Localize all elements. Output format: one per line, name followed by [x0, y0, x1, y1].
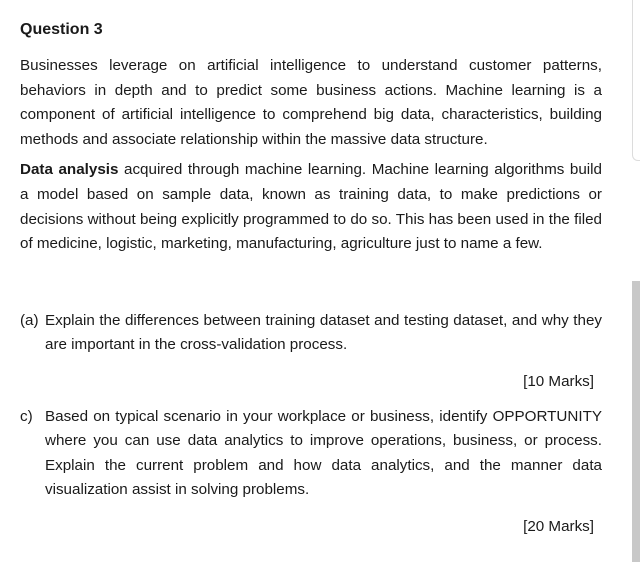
part-c-label: c) [20, 407, 33, 425]
page-edge-shadow [632, 0, 640, 161]
part-a-text: Explain the differences between training dataset and testing dataset, and why they are important in the cross-validation process. [45, 311, 602, 354]
part-a-label: (a) [20, 311, 39, 329]
part-a-marks: [10 Marks] [523, 372, 594, 390]
part-c [20, 405, 602, 503]
data-analysis-paragraph [20, 158, 602, 256]
part-c-marks: [20 Marks] [523, 517, 594, 535]
spacer [20, 263, 602, 309]
data-analysis-term: Data analysis [20, 161, 119, 179]
data-analysis-text: acquired through machine learning. Machine learning algorithms build a model based on sample data, known as training data, to make predictions or decisions without being explicitly programmed to do so. This has been used in the filed of medicine, logistic, marketing, manufacturing, agriculture just to name a few. [20, 161, 602, 253]
part-c-text: Based on typical scenario in your workplace or business, identify OPPORTUNITY where you can use data analytics to improve operations, business, or process. Explain the current problem and how data analytics, and the manner data visualization assist in solving problems. [45, 407, 602, 499]
intro-paragraph: Businesses leverage on artificial intelligence to understand customer patterns, behaviors in depth and to predict some business actions. Machine learning is a component of artificial intelligence to comprehend big data, characteristics, building methods and associate relationship within the massive data structure. [20, 57, 602, 148]
question-title: Question 3 [20, 21, 103, 38]
question-document [20, 18, 602, 550]
part-a [20, 309, 602, 358]
scrollbar[interactable] [632, 281, 640, 562]
